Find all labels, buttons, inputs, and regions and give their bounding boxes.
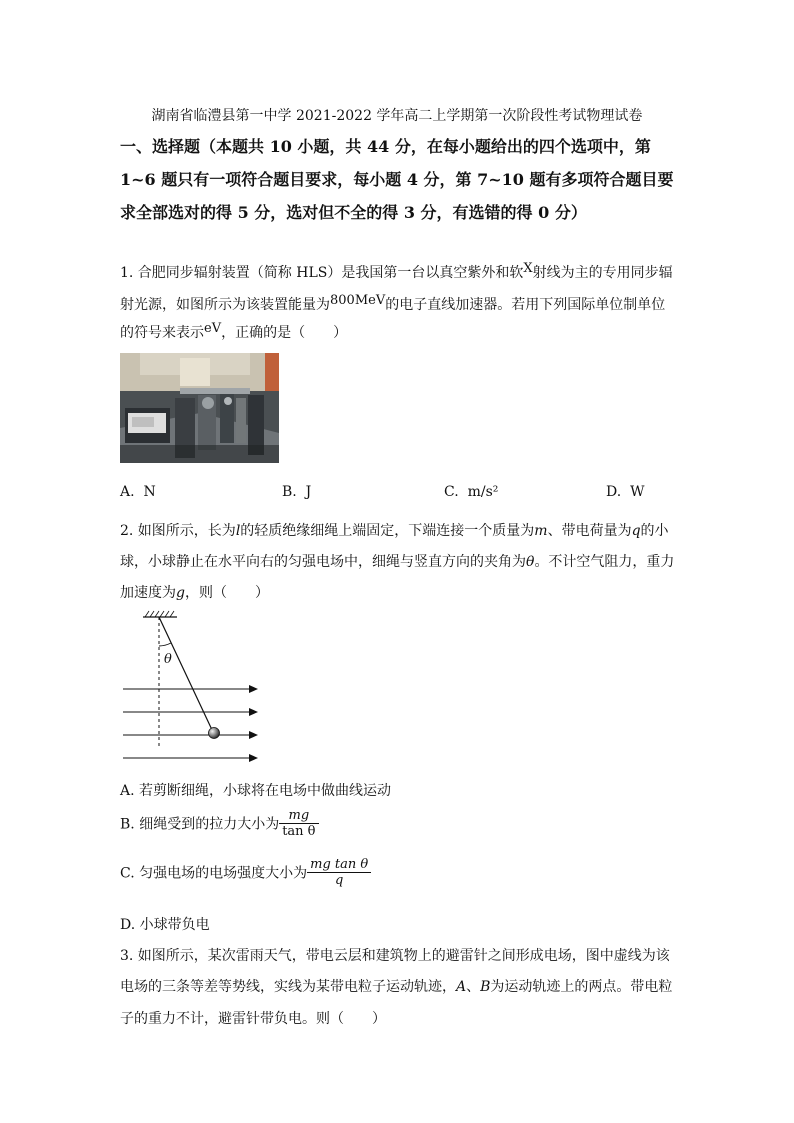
- accelerator-photo: [120, 353, 279, 463]
- q2-line2: [120, 551, 674, 571]
- q1-line3: [120, 322, 347, 342]
- q2-option-b[interactable]: [120, 808, 319, 839]
- fraction-numerator: mg tan θ: [307, 857, 371, 873]
- q2-option-d[interactable]: D. 小球带负电: [120, 917, 210, 933]
- q3-line3: 子的重力不计，避雷针带负电。则（ ）: [120, 1011, 386, 1027]
- q2-text: 。不计空气阻力，重力: [534, 554, 675, 570]
- q2-text: 的小: [640, 523, 669, 539]
- q3-text: 为运动轨迹上的两点。带电粒: [490, 979, 673, 995]
- q2-text: 球，小球静止在水平向右的匀强电场中，细绳与竖直方向的夹角为: [120, 554, 526, 570]
- fraction-numerator: mg: [279, 808, 318, 824]
- fraction-mgtan-over-q: [307, 857, 371, 888]
- q2-text: 的轻质绝缘细绳上端固定，下端连接一个质量为: [240, 523, 535, 539]
- pendulum-diagram-svg: [115, 608, 265, 768]
- option-text: m/s²: [467, 484, 499, 500]
- var-m: m: [534, 523, 548, 539]
- exam-title: 湖南省临澧县第一中学 2021-2022 学年高二上学期第一次阶段性考试物理试卷: [151, 108, 643, 124]
- q2-text: 加速度为: [120, 585, 176, 601]
- q3-text: 、: [466, 979, 481, 995]
- q1-option-a[interactable]: [120, 484, 156, 500]
- var-q: q: [631, 523, 641, 539]
- q1-energy-symbol: 800MeV: [330, 293, 386, 308]
- section-heading: 一、选择题（本题共 10 小题，共 44 分，在每小题给出的四个选项中，第 1~6 题只有一项符合题目要求，每小题 4 分，第 7~10 题有多项符合题目要求全部选对的得 5 分，选对但不全的得 3 分，有选错的得 0 分）: [120, 137, 674, 222]
- q2-text: 2. 如图所示，长为: [120, 523, 236, 539]
- fraction-denominator: q: [335, 873, 344, 888]
- option-text: J: [305, 484, 312, 500]
- option-text: W: [630, 484, 645, 500]
- option-label: A.: [120, 484, 135, 500]
- option-label: D.: [606, 484, 622, 500]
- fraction-denominator: tan θ: [282, 824, 316, 839]
- accelerator-photo-illustration: [120, 353, 279, 463]
- point-a: A: [456, 979, 467, 995]
- q2-text: 、带电荷量为: [547, 523, 632, 539]
- q1-text: 的电子直线加速器。若用下列国际单位制单位: [385, 297, 666, 313]
- q2-line3: [120, 582, 269, 602]
- q1-text: 射光源，如图所示为该装置能量为: [120, 297, 330, 313]
- q1-text: 射线为主的专用同步辐: [532, 265, 673, 281]
- q1-line1: [120, 262, 673, 282]
- var-g: g: [176, 585, 185, 601]
- q2-option-a[interactable]: A. 若剪断细绳，小球将在电场中做曲线运动: [120, 783, 392, 799]
- q1-ev-symbol: eV: [204, 321, 222, 336]
- q1-line2: [120, 294, 665, 314]
- q2-option-c[interactable]: [120, 857, 371, 888]
- point-b: B: [480, 979, 491, 995]
- var-l: l: [235, 523, 241, 539]
- q2-line1: [120, 520, 669, 540]
- option-label: C.: [444, 484, 459, 500]
- q2-text: ，则（ ）: [184, 585, 269, 601]
- fraction-mg-over-tan: [279, 808, 318, 839]
- q1-text: 1. 合肥同步辐射装置（简称 HLS）是我国第一台以真空紫外和软: [120, 265, 524, 281]
- var-theta: θ: [526, 554, 535, 570]
- q1-option-d[interactable]: [606, 484, 644, 500]
- q1-x-symbol: X: [523, 261, 533, 276]
- option-label: B.: [282, 484, 297, 500]
- q1-text: ，正确的是（ ）: [221, 325, 348, 341]
- q3-line1: 3. 如图所示，某次雷雨天气，带电云层和建筑物上的避雷针之间形成电场，图中虚线为该: [120, 948, 670, 964]
- option-text: C. 匀强电场的电场强度大小为: [120, 865, 308, 882]
- q1-text: 的符号来表示: [120, 325, 204, 341]
- q3-text: 电场的三条等差等势线，实线为某带电粒子运动轨迹，: [120, 979, 456, 995]
- q1-option-c[interactable]: [444, 484, 498, 500]
- option-text: N: [143, 484, 156, 500]
- q1-option-b[interactable]: [282, 484, 311, 500]
- diagram-theta-label: θ: [164, 652, 172, 667]
- pendulum-diagram: [115, 608, 265, 768]
- q3-line2: [120, 976, 672, 996]
- option-text: B. 细绳受到的拉力大小为: [120, 816, 280, 833]
